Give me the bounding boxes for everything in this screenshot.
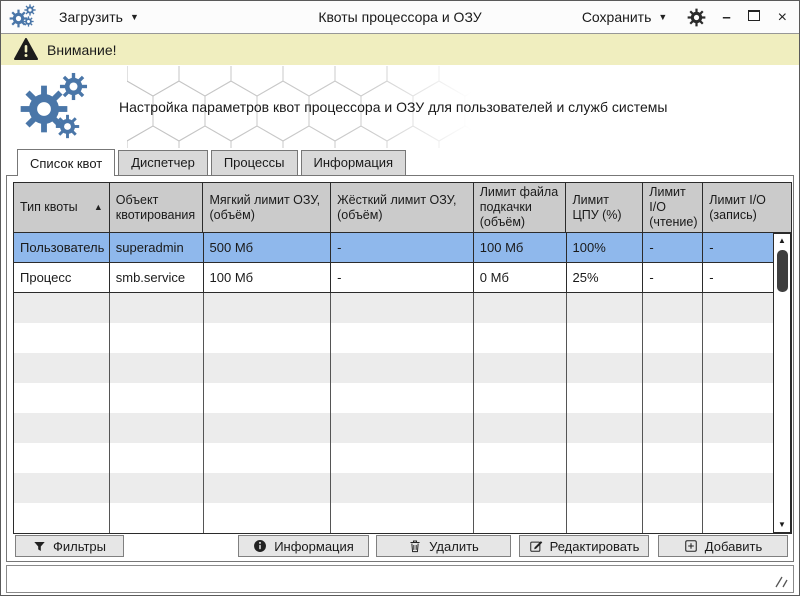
- trash-icon: [408, 539, 422, 553]
- table-cell: Пользователь: [14, 233, 110, 263]
- table-cell: smb.service: [110, 263, 204, 293]
- save-menu-button[interactable]: [576, 5, 674, 29]
- app-gears-icon: [9, 4, 41, 30]
- tab-bar: [1, 149, 799, 175]
- sort-asc-icon: ▲: [93, 202, 103, 212]
- chevron-down-icon: ▼: [658, 12, 668, 22]
- filters-label: Фильтры: [52, 538, 106, 554]
- edit-button[interactable]: [519, 535, 649, 557]
- table-cell: -: [643, 263, 703, 293]
- header-section: [1, 65, 799, 149]
- table-cell: -: [331, 263, 474, 293]
- table-cell: 100 Мб: [204, 263, 332, 293]
- scrollbar-thumb[interactable]: [777, 250, 788, 292]
- window-title: Квоты процессора и ОЗУ: [318, 9, 482, 25]
- table-cell: -: [331, 233, 474, 263]
- table-cell: -: [643, 233, 703, 263]
- save-label: Сохранить: [581, 9, 652, 25]
- add-label: Добавить: [704, 538, 763, 554]
- table-body: [14, 233, 791, 293]
- vertical-scrollbar[interactable]: [773, 233, 791, 533]
- edit-icon: [529, 539, 543, 553]
- delete-label: Удалить: [429, 538, 479, 554]
- filler-column: [14, 293, 110, 533]
- minimize-button[interactable]: –: [722, 8, 730, 26]
- column-header[interactable]: [566, 183, 643, 233]
- filters-button[interactable]: [15, 535, 124, 557]
- column-header[interactable]: [474, 183, 567, 233]
- column-header-label: Лимит ЦПУ (%): [572, 192, 622, 222]
- information-label: Информация: [274, 538, 354, 554]
- table-cell: 0 Мб: [474, 263, 567, 293]
- table-cell: superadmin: [110, 233, 204, 263]
- column-header-label: Лимит I/O (чтение): [649, 185, 698, 229]
- table-filler: [14, 293, 791, 533]
- filler-column: [204, 293, 332, 533]
- load-menu-button[interactable]: [53, 5, 145, 29]
- settings-gear-icon[interactable]: [687, 8, 706, 27]
- column-header-label: Мягкий лимит ОЗУ, (объём): [209, 192, 321, 222]
- edit-label: Редактировать: [549, 538, 640, 554]
- warning-triangle-icon: [14, 38, 38, 61]
- header-description: Настройка параметров квот процессора и ОЗУ для пользователей и служб системы: [119, 99, 668, 115]
- table-cell: 100 Мб: [474, 233, 567, 263]
- quota-table: [13, 182, 792, 534]
- table-cell: 500 Мб: [204, 233, 332, 263]
- column-header-label: Тип квоты: [20, 200, 78, 214]
- information-button[interactable]: [238, 535, 369, 557]
- filter-icon: [33, 540, 46, 553]
- filler-column: [643, 293, 703, 533]
- tab-panel: [6, 175, 794, 562]
- column-header-label: Лимит I/O (запись): [709, 192, 766, 222]
- column-header[interactable]: [643, 183, 703, 233]
- load-label: Загрузить: [59, 9, 123, 25]
- maximize-icon: [748, 10, 760, 21]
- scroll-up-icon[interactable]: ▲: [778, 236, 786, 245]
- tab-quota-list[interactable]: Список квот: [17, 149, 115, 176]
- chevron-down-icon: ▼: [129, 12, 139, 22]
- tab-information[interactable]: Информация: [301, 150, 407, 175]
- column-header[interactable]: [203, 183, 331, 233]
- filler-column: [110, 293, 204, 533]
- filler-column: [331, 293, 474, 533]
- column-header[interactable]: [110, 183, 204, 233]
- add-button[interactable]: [658, 535, 788, 557]
- filler-column: [474, 293, 567, 533]
- info-icon: [253, 539, 267, 553]
- warning-banner: [1, 34, 799, 65]
- maximize-button[interactable]: [746, 10, 762, 25]
- column-header-label: Объект квотирования: [115, 192, 196, 222]
- filler-column: [567, 293, 644, 533]
- column-header-label: Лимит файла подкачки (объём): [479, 185, 559, 229]
- table-cell: Процесс: [14, 263, 110, 293]
- table-header-row: [14, 183, 791, 233]
- table-cell: -: [703, 233, 791, 263]
- warning-text: Внимание!: [47, 41, 117, 58]
- resize-grip[interactable]: [773, 574, 789, 589]
- table-row[interactable]: [14, 263, 791, 293]
- tab-processes[interactable]: Процессы: [211, 150, 298, 175]
- table-cell: -: [703, 263, 791, 293]
- close-button[interactable]: ×: [777, 8, 787, 26]
- table-row[interactable]: [14, 233, 791, 263]
- table-cell: 100%: [567, 233, 644, 263]
- status-bar: [6, 565, 794, 593]
- column-header[interactable]: [331, 183, 474, 233]
- tab-dispatcher[interactable]: Диспетчер: [118, 150, 208, 175]
- action-button-row: [7, 535, 793, 558]
- table-cell: 25%: [567, 263, 644, 293]
- scroll-down-icon[interactable]: ▼: [778, 520, 786, 529]
- column-header[interactable]: [703, 183, 791, 233]
- column-header[interactable]: [14, 183, 110, 233]
- delete-button[interactable]: [376, 535, 511, 557]
- titlebar: [1, 1, 799, 34]
- plus-square-icon: [684, 539, 698, 553]
- column-header-label: Жёсткий лимит ОЗУ, (объём): [337, 192, 457, 222]
